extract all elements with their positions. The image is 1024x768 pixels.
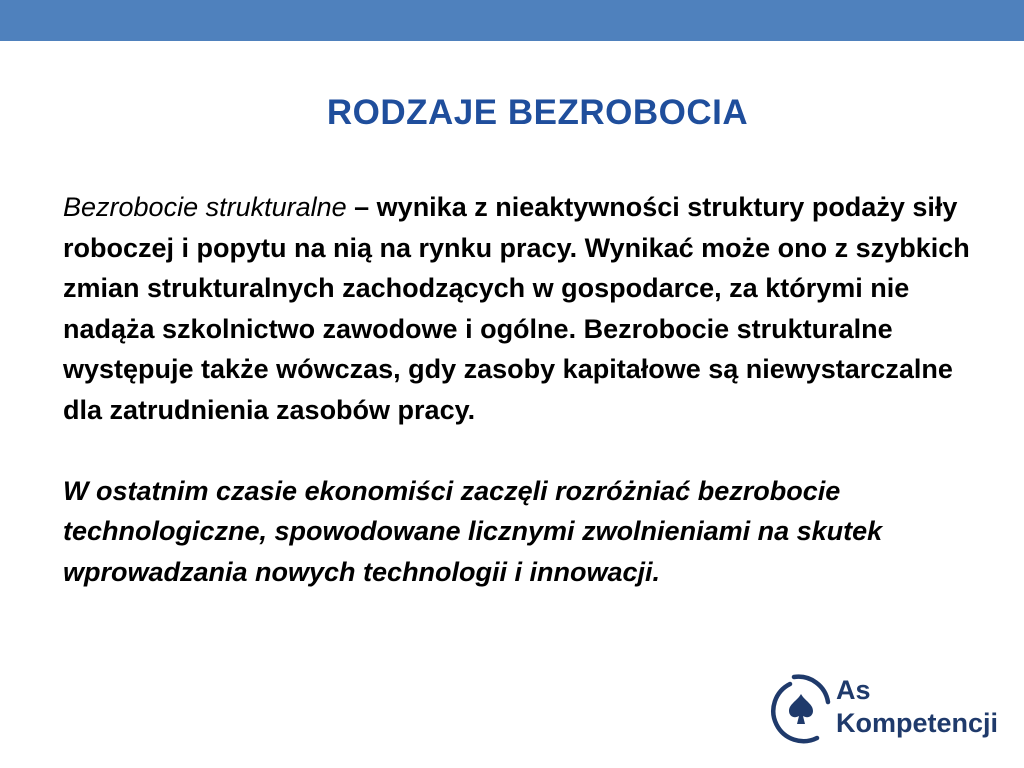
- term-structural-unemployment: Bezrobocie strukturalne: [63, 192, 347, 222]
- paragraph-technological-unemployment: W ostatnim czasie ekonomiści zaczęli rozróżniać bezrobocie technologiczne, spowodowane licznymi zwolnieniami na skutek wprowadzania nowych technologii i innowacji.: [63, 475, 883, 587]
- paragraph-1-text: – wynika z nieaktywności struktury podaży siły roboczej i popytu na nią na rynku pracy. Wynikać może ono z szybkich zmian strukturalnych zachodzących w gospodarce, za którymi nie nadąża szkolnictwo zawodowe i ogólne. Bezrobocie strukturalne występuje także wówczas, gdy zasoby kapitałowe są niewystarczalne dla zatrudnienia zasobów pracy.: [63, 192, 970, 425]
- paragraph-structural-unemployment: [63, 187, 983, 430]
- logo-line-2: Kompetencji: [836, 708, 999, 738]
- slide-title: RODZAJE BEZROBOCIA: [326, 93, 749, 132]
- logo-line-1: As: [836, 675, 871, 705]
- slide-body: [63, 187, 983, 592]
- spade-in-circle-icon: [770, 672, 832, 746]
- logo-wordmark: [836, 674, 998, 740]
- top-accent-bar: [0, 0, 1024, 41]
- as-kompetencji-logo: [770, 672, 1000, 752]
